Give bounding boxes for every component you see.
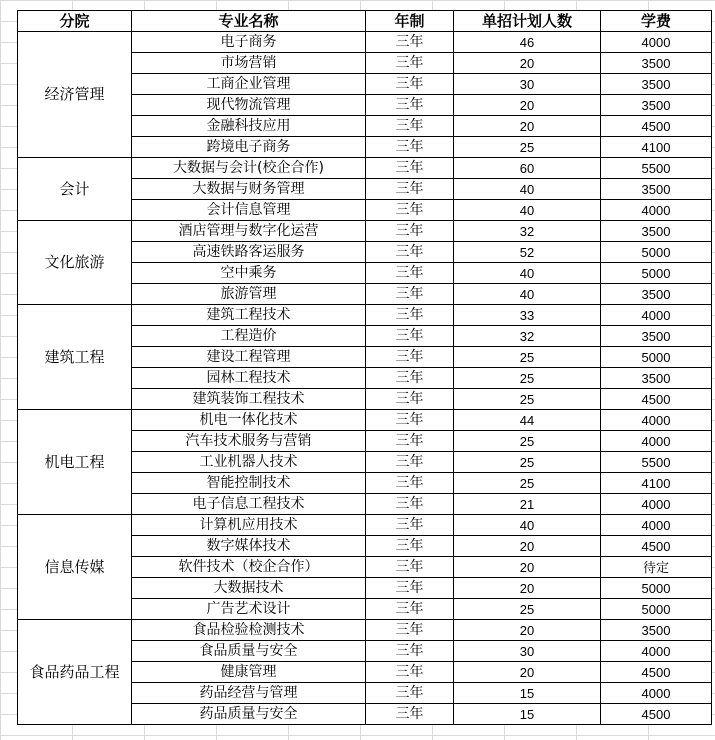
years-cell[interactable]: 三年	[366, 620, 454, 641]
header-major-name[interactable]: 专业名称	[132, 11, 366, 32]
years-cell[interactable]: 三年	[366, 305, 454, 326]
department-cell[interactable]: 信息传媒	[18, 515, 132, 620]
tuition-cell[interactable]: 4000	[601, 410, 712, 431]
quota-cell[interactable]: 40	[454, 515, 601, 536]
years-cell[interactable]: 三年	[366, 221, 454, 242]
years-cell[interactable]: 三年	[366, 431, 454, 452]
department-cell[interactable]: 食品药品工程	[18, 620, 132, 725]
quota-cell[interactable]: 15	[454, 683, 601, 704]
major-name-cell[interactable]: 工商企业管理	[132, 74, 366, 95]
tuition-cell[interactable]: 3500	[601, 620, 712, 641]
quota-cell[interactable]: 40	[454, 284, 601, 305]
tuition-cell[interactable]: 4500	[601, 662, 712, 683]
tuition-cell[interactable]: 4500	[601, 389, 712, 410]
tuition-cell[interactable]: 4500	[601, 536, 712, 557]
years-cell[interactable]: 三年	[366, 200, 454, 221]
years-cell[interactable]: 三年	[366, 536, 454, 557]
tuition-cell[interactable]: 4500	[601, 704, 712, 725]
tuition-cell[interactable]: 5000	[601, 263, 712, 284]
tuition-cell[interactable]: 4100	[601, 473, 712, 494]
table-row	[18, 620, 712, 641]
tuition-cell[interactable]: 4500	[601, 116, 712, 137]
tuition-cell[interactable]: 4100	[601, 137, 712, 158]
years-cell[interactable]: 三年	[366, 179, 454, 200]
years-cell[interactable]: 三年	[366, 263, 454, 284]
quota-cell[interactable]: 25	[454, 599, 601, 620]
table-row	[18, 515, 712, 536]
quota-cell[interactable]: 20	[454, 620, 601, 641]
quota-cell[interactable]: 25	[454, 452, 601, 473]
major-name-cell[interactable]: 酒店管理与数字化运营	[132, 221, 366, 242]
years-cell[interactable]: 三年	[366, 368, 454, 389]
major-name-cell[interactable]: 建设工程管理	[132, 347, 366, 368]
years-cell[interactable]: 三年	[366, 494, 454, 515]
quota-cell[interactable]: 20	[454, 578, 601, 599]
years-cell[interactable]: 三年	[366, 242, 454, 263]
quota-cell[interactable]: 20	[454, 95, 601, 116]
quota-cell[interactable]: 52	[454, 242, 601, 263]
department-cell[interactable]: 建筑工程	[18, 305, 132, 410]
tuition-cell[interactable]: 4000	[601, 32, 712, 53]
years-cell[interactable]: 三年	[366, 704, 454, 725]
years-cell[interactable]: 三年	[366, 683, 454, 704]
major-name-cell[interactable]: 大数据技术	[132, 578, 366, 599]
major-name-cell[interactable]: 数字媒体技术	[132, 536, 366, 557]
tuition-cell[interactable]: 4000	[601, 431, 712, 452]
tuition-cell[interactable]: 4000	[601, 494, 712, 515]
quota-cell[interactable]: 20	[454, 116, 601, 137]
table-row	[18, 221, 712, 242]
header-quota[interactable]: 单招计划人数	[454, 11, 601, 32]
quota-cell[interactable]: 20	[454, 536, 601, 557]
quota-cell[interactable]: 20	[454, 557, 601, 578]
years-cell[interactable]: 三年	[366, 473, 454, 494]
major-name-cell[interactable]: 金融科技应用	[132, 116, 366, 137]
years-cell[interactable]: 三年	[366, 557, 454, 578]
quota-cell[interactable]: 25	[454, 137, 601, 158]
tuition-cell[interactable]: 3500	[601, 326, 712, 347]
quota-cell[interactable]: 44	[454, 410, 601, 431]
tuition-cell[interactable]: 4000	[601, 305, 712, 326]
major-name-cell[interactable]: 空中乘务	[132, 263, 366, 284]
tuition-cell[interactable]: 3500	[601, 284, 712, 305]
quota-cell[interactable]: 20	[454, 662, 601, 683]
major-name-cell[interactable]: 工业机器人技术	[132, 452, 366, 473]
major-name-cell[interactable]: 电子商务	[132, 32, 366, 53]
quota-cell[interactable]: 30	[454, 74, 601, 95]
tuition-cell[interactable]: 5500	[601, 452, 712, 473]
tuition-cell[interactable]: 5000	[601, 347, 712, 368]
major-name-cell[interactable]: 建筑工程技术	[132, 305, 366, 326]
tuition-cell[interactable]: 待定	[601, 557, 712, 578]
major-name-cell[interactable]: 机电一体化技术	[132, 410, 366, 431]
quota-cell[interactable]: 25	[454, 389, 601, 410]
quota-cell[interactable]: 15	[454, 704, 601, 725]
quota-cell[interactable]: 25	[454, 473, 601, 494]
major-name-cell[interactable]: 会计信息管理	[132, 200, 366, 221]
years-cell[interactable]: 三年	[366, 95, 454, 116]
major-name-cell[interactable]: 计算机应用技术	[132, 515, 366, 536]
quota-cell[interactable]: 40	[454, 263, 601, 284]
years-cell[interactable]: 三年	[366, 137, 454, 158]
tuition-cell[interactable]: 5000	[601, 599, 712, 620]
department-cell[interactable]: 经济管理	[18, 32, 132, 158]
major-name-cell[interactable]: 食品质量与安全	[132, 641, 366, 662]
major-name-cell[interactable]: 电子信息工程技术	[132, 494, 366, 515]
years-cell[interactable]: 三年	[366, 599, 454, 620]
header-department[interactable]: 分院	[18, 11, 132, 32]
quota-cell[interactable]: 25	[454, 347, 601, 368]
table-row	[18, 158, 712, 179]
major-name-cell[interactable]: 食品检验检测技术	[132, 620, 366, 641]
major-name-cell[interactable]: 跨境电子商务	[132, 137, 366, 158]
major-name-cell[interactable]: 高速铁路客运服务	[132, 242, 366, 263]
quota-cell[interactable]: 33	[454, 305, 601, 326]
department-cell[interactable]: 会计	[18, 158, 132, 221]
tuition-cell[interactable]: 3500	[601, 53, 712, 74]
major-name-cell[interactable]: 软件技术（校企合作）	[132, 557, 366, 578]
tuition-cell[interactable]: 3500	[601, 74, 712, 95]
years-cell[interactable]: 三年	[366, 515, 454, 536]
major-name-cell[interactable]: 广告艺术设计	[132, 599, 366, 620]
major-name-cell[interactable]: 药品经营与管理	[132, 683, 366, 704]
tuition-cell[interactable]: 5000	[601, 578, 712, 599]
major-name-cell[interactable]: 工程造价	[132, 326, 366, 347]
years-cell[interactable]: 三年	[366, 53, 454, 74]
major-name-cell[interactable]: 智能控制技术	[132, 473, 366, 494]
years-cell[interactable]: 三年	[366, 452, 454, 473]
tuition-cell[interactable]: 4000	[601, 515, 712, 536]
years-cell[interactable]: 三年	[366, 284, 454, 305]
major-name-cell[interactable]: 市场营销	[132, 53, 366, 74]
header-tuition[interactable]: 学费	[601, 11, 712, 32]
quota-cell[interactable]: 32	[454, 326, 601, 347]
tuition-cell[interactable]: 4000	[601, 200, 712, 221]
tuition-cell[interactable]: 3500	[601, 368, 712, 389]
quota-cell[interactable]: 30	[454, 641, 601, 662]
tuition-cell[interactable]: 4000	[601, 683, 712, 704]
tuition-cell[interactable]: 5500	[601, 158, 712, 179]
major-name-cell[interactable]: 汽车技术服务与营销	[132, 431, 366, 452]
years-cell[interactable]: 三年	[366, 389, 454, 410]
years-cell[interactable]: 三年	[366, 410, 454, 431]
years-cell[interactable]: 三年	[366, 326, 454, 347]
quota-cell[interactable]: 60	[454, 158, 601, 179]
tuition-cell[interactable]: 3500	[601, 179, 712, 200]
years-cell[interactable]: 三年	[366, 662, 454, 683]
table-body	[18, 32, 712, 725]
quota-cell[interactable]: 25	[454, 368, 601, 389]
quota-cell[interactable]: 32	[454, 221, 601, 242]
enrollment-plan-table	[17, 10, 712, 725]
table-row	[18, 305, 712, 326]
tuition-cell[interactable]: 4000	[601, 641, 712, 662]
department-cell[interactable]: 机电工程	[18, 410, 132, 515]
years-cell[interactable]: 三年	[366, 158, 454, 179]
header-row	[18, 11, 712, 32]
tuition-cell[interactable]: 3500	[601, 95, 712, 116]
quota-cell[interactable]: 40	[454, 179, 601, 200]
quota-cell[interactable]: 46	[454, 32, 601, 53]
major-name-cell[interactable]: 园林工程技术	[132, 368, 366, 389]
major-name-cell[interactable]: 建筑装饰工程技术	[132, 389, 366, 410]
major-name-cell[interactable]: 大数据与财务管理	[132, 179, 366, 200]
tuition-cell[interactable]: 3500	[601, 221, 712, 242]
quota-cell[interactable]: 40	[454, 200, 601, 221]
major-name-cell[interactable]: 药品质量与安全	[132, 704, 366, 725]
header-years[interactable]: 年制	[366, 11, 454, 32]
quota-cell[interactable]: 25	[454, 431, 601, 452]
major-name-cell[interactable]: 大数据与会计(校企合作)	[132, 158, 366, 179]
years-cell[interactable]: 三年	[366, 32, 454, 53]
years-cell[interactable]: 三年	[366, 74, 454, 95]
table-row	[18, 32, 712, 53]
table-row	[18, 410, 712, 431]
quota-cell[interactable]: 21	[454, 494, 601, 515]
quota-cell[interactable]: 20	[454, 53, 601, 74]
years-cell[interactable]: 三年	[366, 116, 454, 137]
department-cell[interactable]: 文化旅游	[18, 221, 132, 305]
years-cell[interactable]: 三年	[366, 641, 454, 662]
years-cell[interactable]: 三年	[366, 347, 454, 368]
major-name-cell[interactable]: 旅游管理	[132, 284, 366, 305]
tuition-cell[interactable]: 5000	[601, 242, 712, 263]
years-cell[interactable]: 三年	[366, 578, 454, 599]
major-name-cell[interactable]: 现代物流管理	[132, 95, 366, 116]
major-name-cell[interactable]: 健康管理	[132, 662, 366, 683]
